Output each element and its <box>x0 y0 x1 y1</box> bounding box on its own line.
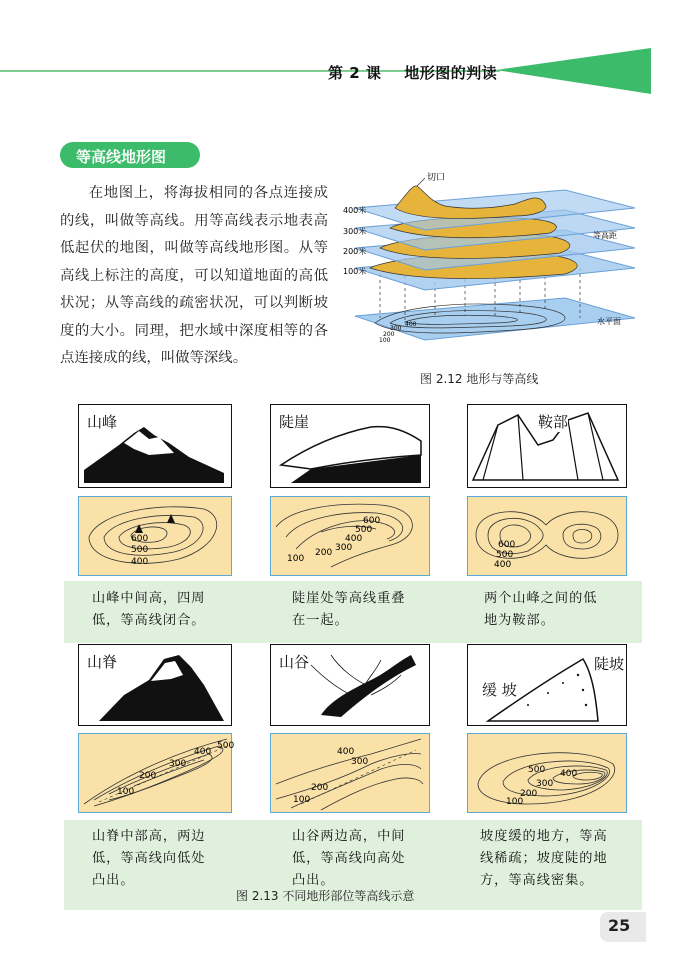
sketch-label-gentle-slope: 缓 坡 <box>482 681 517 699</box>
desc-peak <box>92 588 252 632</box>
desc-valley <box>292 826 462 892</box>
header-triangle-decoration <box>486 40 656 96</box>
desc-saddle-line-1: 两个山峰之间的低 <box>484 591 598 606</box>
label-c400: 400 <box>405 321 417 328</box>
topo-saddle <box>467 496 627 576</box>
sketch-label-peak: 山峰 <box>87 413 118 431</box>
ridge-contour-200: 200 <box>139 771 157 781</box>
desc-slopes-line-2: 线稀疏；坡度陡的地 <box>480 851 608 866</box>
topo-peak <box>78 496 232 576</box>
page-number: 25 <box>608 916 631 935</box>
label-200m: 200米 <box>343 247 367 256</box>
label-c200: 200 <box>383 331 395 338</box>
section-label: 等高线地形图 <box>76 148 167 166</box>
ridge-contours <box>79 734 235 811</box>
saddle-contours <box>468 497 625 574</box>
ridge-contour-300: 300 <box>169 759 187 769</box>
desc-cliff-line-2: 在一起。 <box>292 613 349 628</box>
desc-ridge-line-1: 山脊中部高，两边 <box>92 829 206 844</box>
sketch-cliff <box>270 404 430 488</box>
peak-contour-500: 500 <box>131 545 149 555</box>
slopes-contour-500: 500 <box>528 765 546 775</box>
sketch-label-valley: 山谷 <box>279 653 310 671</box>
desc-saddle-line-2: 地为鞍部。 <box>484 613 555 628</box>
desc-ridge <box>92 826 262 892</box>
desc-peak-line-2: 低，等高线闭合。 <box>92 613 206 628</box>
slopes-contour-400: 400 <box>560 769 578 779</box>
label-300m: 300米 <box>343 227 367 236</box>
intro-paragraph-block <box>60 180 328 373</box>
label-contour-interval: 等高距 <box>593 231 617 240</box>
desc-valley-line-2: 低，等高线向高处 <box>292 851 406 866</box>
desc-ridge-line-3: 凸出。 <box>92 873 135 888</box>
sketch-valley <box>270 644 430 726</box>
desc-valley-line-3: 凸出。 <box>292 873 335 888</box>
cliff-contour-300: 300 <box>335 543 353 553</box>
valley-contour-300: 300 <box>351 757 369 767</box>
valley-contour-200: 200 <box>311 783 329 793</box>
label-400m: 400米 <box>343 206 367 215</box>
valley-contour-100: 100 <box>293 795 311 805</box>
desc-cliff <box>292 588 452 632</box>
ridge-contour-100: 100 <box>117 787 135 797</box>
label-c300: 300 <box>390 325 402 332</box>
cliff-contour-400: 400 <box>345 534 363 544</box>
desc-peak-line-1: 山峰中间高，四周 <box>92 591 206 606</box>
desc-cliff-line-1: 陡崖处等高线重叠 <box>292 591 406 606</box>
peak-contours <box>79 497 230 574</box>
label-sea-level: 水平面 <box>597 317 621 326</box>
slopes-contour-300: 300 <box>536 779 554 789</box>
sketch-label-steep-slope: 陡坡 <box>594 655 625 673</box>
desc-slopes-line-3: 方，等高线密集。 <box>480 873 594 888</box>
saddle-contour-400: 400 <box>494 560 512 570</box>
lesson-title: 第 2 课 地形图的判读 <box>328 64 498 82</box>
slopes-contours <box>468 734 625 811</box>
label-100m: 100米 <box>343 267 367 276</box>
saddle-contour-600: 600 <box>498 540 516 550</box>
label-c100: 100 <box>379 337 391 344</box>
label-notch: 切口 <box>427 173 446 183</box>
figure-terrain-contour-layers <box>335 168 635 368</box>
ridge-contour-400: 400 <box>194 747 212 757</box>
sketch-ridge <box>78 644 232 726</box>
topo-cliff <box>270 496 430 576</box>
sketch-peak <box>78 404 232 488</box>
sketch-saddle <box>467 404 627 488</box>
topo-ridge <box>78 733 235 813</box>
desc-valley-line-1: 山谷两边高，中间 <box>292 829 406 844</box>
figure-2-12-caption: 图 2.12 地形与等高线 <box>420 372 539 386</box>
ridge-contour-500: 500 <box>217 741 235 751</box>
slopes-contour-200: 200 <box>520 789 538 799</box>
cliff-contours <box>271 497 428 574</box>
desc-slopes-line-1: 坡度缓的地方，等高 <box>480 829 608 844</box>
saddle-contour-500: 500 <box>496 550 514 560</box>
figure-2-13-caption: 图 2.13 不同地形部位等高线示意 <box>236 889 415 903</box>
desc-slopes <box>480 826 645 892</box>
valley-contour-400: 400 <box>337 747 355 757</box>
topo-valley <box>270 733 430 813</box>
cliff-contour-500: 500 <box>355 525 373 535</box>
topo-slopes <box>467 733 627 813</box>
slopes-contour-100: 100 <box>506 797 524 807</box>
cliff-contour-200: 200 <box>315 548 333 558</box>
sketch-label-saddle: 鞍部 <box>538 413 569 431</box>
sketch-label-ridge: 山脊 <box>87 653 118 671</box>
valley-contours <box>271 734 428 811</box>
cliff-contour-600: 600 <box>363 516 381 526</box>
sketch-label-cliff: 陡崖 <box>279 413 310 431</box>
peak-contour-600: 600 <box>131 534 149 544</box>
intro-paragraph: 在地图上，将海拔相同的各点连接成的线，叫做等高线。用等高线表示地表高低起伏的地图，叫做等高线地形图。从等高线上标注的高度，可以知道地面的高低状况；从等高线的疏密状况，可以判断坡度的大小。同理，把水域中深度相等的各点连接成的线，叫做等深线。 <box>60 185 328 366</box>
desc-saddle <box>484 588 644 632</box>
cliff-contour-100: 100 <box>287 554 305 564</box>
peak-contour-400: 400 <box>131 557 149 567</box>
desc-ridge-line-2: 低，等高线向低处 <box>92 851 206 866</box>
sketch-slopes <box>467 644 627 726</box>
